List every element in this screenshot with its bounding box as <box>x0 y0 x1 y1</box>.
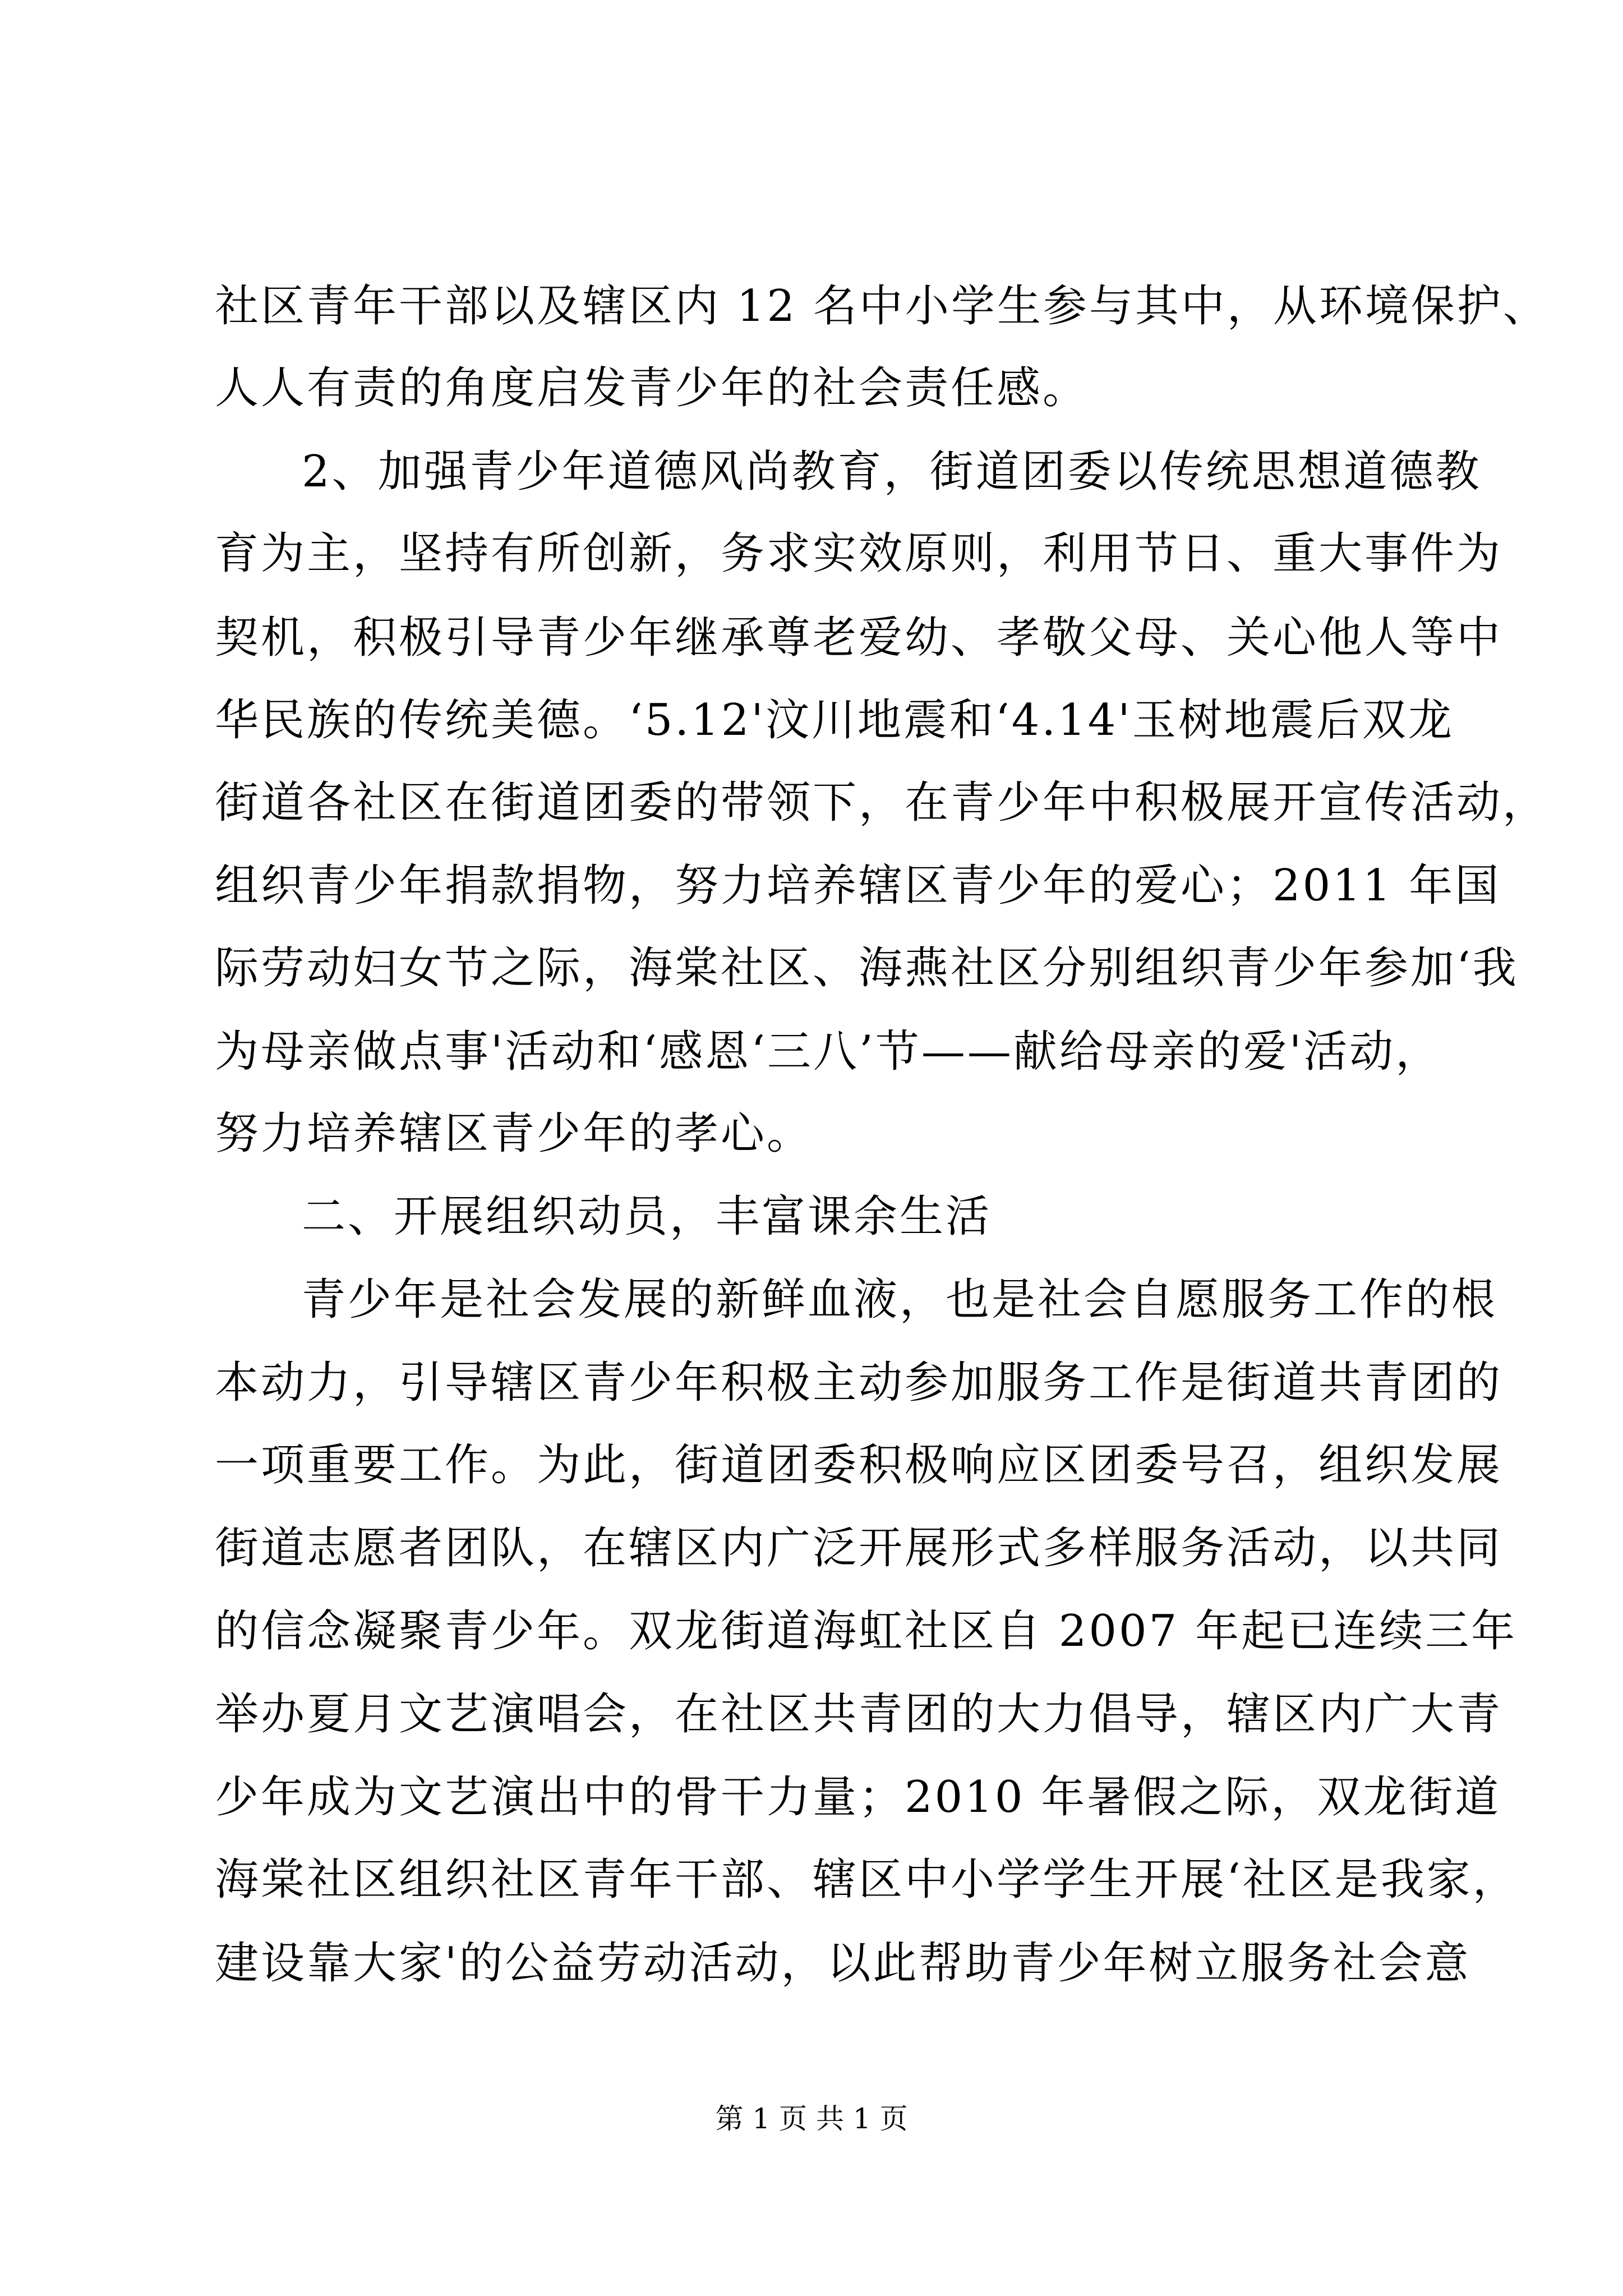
body-line: 的信念凝聚青少年。双龙街道海虹社区自 2007 年起已连续三年 <box>215 1606 1518 1657</box>
body-line: 举办夏月文艺演唱会，在社区共青团的大力倡导，辖区内广大青 <box>215 1689 1503 1740</box>
body-line: 街道志愿者团队，在辖区内广泛开展形式多样服务活动，以共同 <box>215 1523 1503 1573</box>
body-line: 一项重要工作。为此，街道团委积极响应区团委号召，组织发展 <box>215 1440 1503 1490</box>
body-line: 街道各社区在街道团委的带领下，在青少年中积极展开宣传活动， <box>215 777 1549 828</box>
body-line: 社区青年干部以及辖区内 12 名中小学生参与其中，从环境保护、 <box>215 281 1549 332</box>
body-line: 育为主，坚持有所创新，务求实效原则，利用节日、重大事件为 <box>215 528 1503 579</box>
body-line: 为母亲做点事'活动和‘感恩‘三八’节——献给母亲的爱'活动， <box>215 1027 1442 1077</box>
body-line: 组织青少年捐款捐物，努力培养辖区青少年的爱心；2011 年国 <box>215 861 1501 911</box>
body-line: 海棠社区组织社区青年干部、辖区中小学学生开展‘社区是我家， <box>215 1855 1519 1905</box>
body-line: 华民族的传统美德。‘5.12'汶川地震和‘4.14'玉树地震后双龙 <box>215 695 1454 746</box>
body-line: 本动力，引导辖区青少年积极主动参加服务工作是街道共青团的 <box>215 1358 1503 1408</box>
body-line: 努力培养辖区青少年的孝心。 <box>215 1108 813 1159</box>
paragraph-heading-line: 2、加强青少年道德风尚教育，街道团委以传统思想道德教 <box>302 447 1482 497</box>
body-line: 建设靠大家'的公益劳动活动，以此帮助青少年树立服务社会意 <box>215 1938 1471 1989</box>
body-line: 契机，积极引导青少年继承尊老爱幼、孝敬父母、关心他人等中 <box>215 613 1503 663</box>
body-line: 人人有责的角度启发青少年的社会责任感。 <box>215 363 1089 413</box>
page-footer: 第 1 页 共 1 页 <box>715 2102 908 2135</box>
section-heading: 二、开展组织动员，丰富课余生活 <box>302 1191 992 1242</box>
body-line: 青少年是社会发展的新鲜血液，也是社会自愿服务工作的根 <box>302 1274 1498 1325</box>
body-line: 少年成为文艺演出中的骨干力量；2010 年暑假之际，双龙街道 <box>215 1772 1501 1823</box>
body-line: 际劳动妇女节之际，海棠社区、海燕社区分别组织青少年参加‘我 <box>215 943 1519 993</box>
